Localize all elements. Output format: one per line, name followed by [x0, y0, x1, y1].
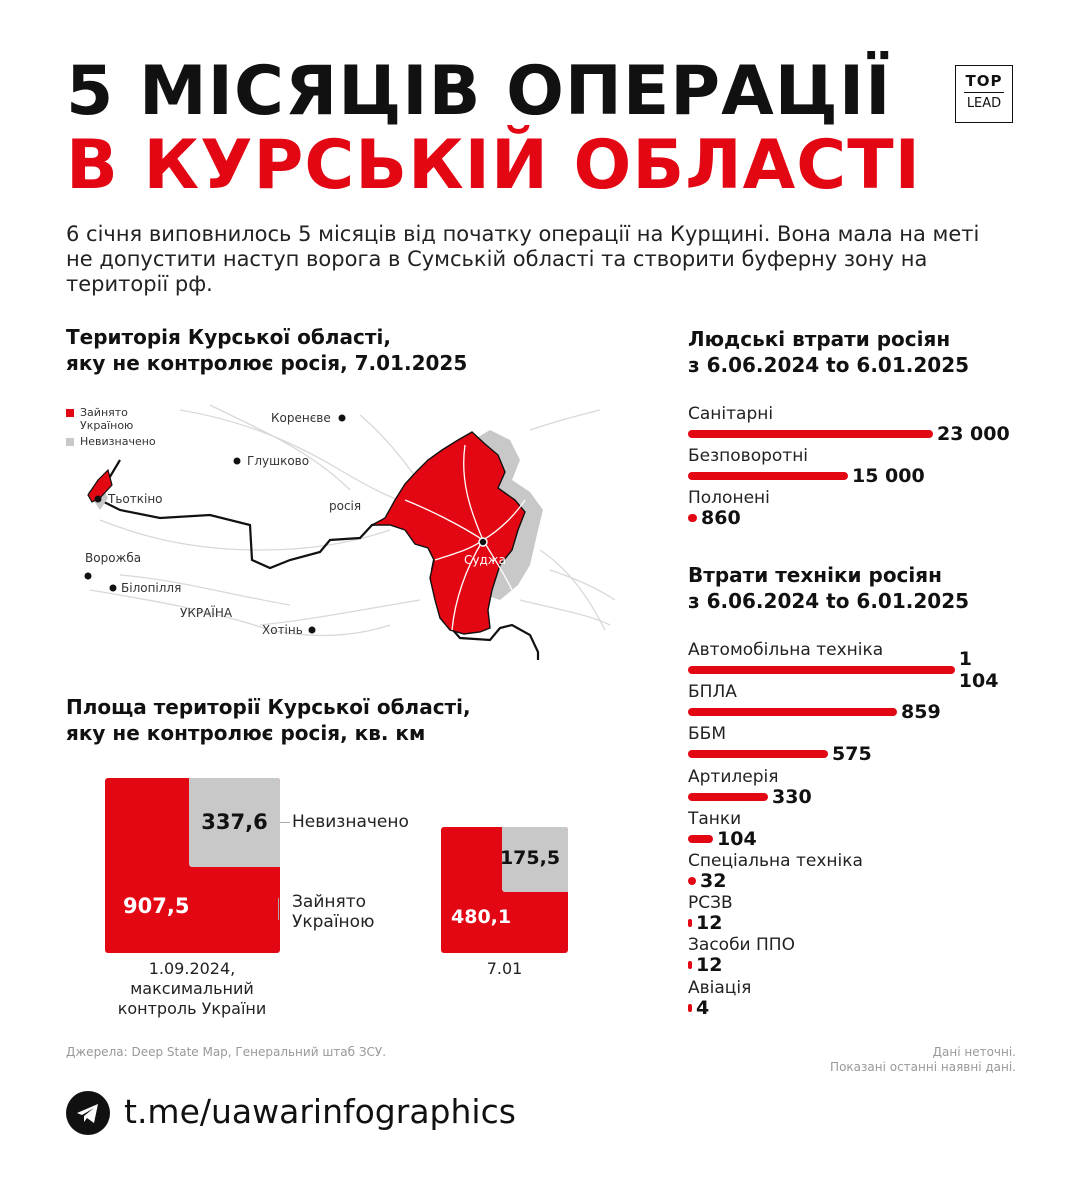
bar-label: ББМ: [688, 724, 726, 745]
equipment-title-line-1: Втрати техніки росіян: [688, 563, 942, 587]
bar-row: [688, 809, 1018, 851]
place-glushkovo: Глушково: [247, 454, 310, 468]
place-sudzha: Суджа: [464, 553, 506, 567]
bar-label: РСЗВ: [688, 893, 733, 914]
area-box-max-occupied-value: 907,5: [123, 894, 190, 918]
personnel-losses-list: [688, 404, 1018, 530]
bar-row: [688, 851, 1018, 893]
bar-row: [688, 935, 1018, 977]
bar-label: Безповоротні: [688, 446, 809, 466]
telegram-link[interactable]: t.me/uawarinfographics: [124, 1092, 516, 1131]
bar-row: [688, 446, 1018, 488]
area-title-line-1: Площа території Курської області,: [66, 695, 471, 719]
town-marker: [95, 496, 102, 503]
bar-label: Засоби ППО: [688, 935, 795, 956]
road: [540, 550, 605, 630]
road: [520, 600, 610, 625]
bar-label: Полонені: [688, 488, 770, 508]
logo-top-text: TOP: [965, 72, 1003, 90]
area-box-current-undetermined-value: 175,5: [499, 847, 561, 869]
bar-label: БПЛА: [688, 682, 737, 703]
bar-row: [688, 404, 1018, 446]
road: [550, 570, 615, 600]
bar-mark: [688, 472, 848, 480]
bar-mark: [688, 430, 933, 438]
map-title-line-1: Територія Курської області,: [66, 325, 391, 349]
area-title: [66, 694, 471, 746]
bar-value: 32: [700, 869, 727, 892]
town-marker: [479, 538, 487, 546]
legend-occupied-line-2: Україною: [80, 419, 134, 432]
equipment-title: [688, 562, 969, 614]
area-box-max: [105, 778, 280, 953]
legend-occupied-line-1: Зайнято: [80, 406, 128, 419]
place-khotin: Хотінь: [262, 623, 303, 637]
bar-label: Танки: [688, 808, 742, 829]
town-marker: [110, 585, 117, 592]
place-vorozhba: Ворожба: [85, 551, 142, 565]
bar-value: 23 000: [937, 423, 1010, 445]
legend-undetermined-label: Невизначено: [80, 435, 156, 448]
place-bilopillia: Білопілля: [121, 581, 182, 595]
area-label-occupied: [292, 892, 374, 932]
logo-bottom-text: LEAD: [966, 96, 1002, 111]
bar-mark: [688, 793, 768, 801]
bar-value: 4: [696, 996, 710, 1019]
bar-value: 575: [832, 743, 872, 766]
bar-row: [688, 488, 1018, 530]
bar-label: Авіація: [688, 977, 752, 998]
bar-mark: [688, 1004, 692, 1012]
area-box-current-caption: 7.01: [486, 959, 523, 978]
bar-mark: [688, 835, 713, 843]
bar-value: 330: [772, 785, 812, 808]
area-box-current-undetermined: [499, 827, 568, 892]
caption-line: контроль України: [117, 999, 267, 1018]
disclaimer-line-1: Дані неточні.: [932, 1045, 1016, 1059]
road: [530, 410, 600, 430]
bar-row: [688, 978, 1018, 1020]
bar-row: [688, 893, 1018, 935]
bar-row: [688, 640, 1018, 692]
title-line-1: 5 МІСЯЦІВ ОПЕРАЦІЇ: [66, 52, 892, 131]
area-box-current: [441, 827, 568, 953]
caption-line: максимальний: [130, 979, 254, 998]
town-marker: [339, 415, 346, 422]
area-box-max-undetermined: [189, 778, 280, 867]
area-label-occupied-line-2: Україною: [292, 912, 375, 932]
place-russia: росія: [329, 499, 362, 513]
bar-value: 12: [696, 912, 723, 935]
personnel-title: [688, 326, 969, 378]
area-title-line-2: яку не контролює росія, кв. км: [66, 721, 426, 745]
town-marker: [234, 458, 241, 465]
area-box-max-caption: [92, 959, 292, 1019]
equipment-losses-list: [688, 640, 1018, 1020]
bar-mark: [688, 877, 696, 885]
bar-mark: [688, 708, 897, 716]
place-tyotkino: Тьоткіно: [108, 492, 163, 506]
bar-row: [688, 767, 1018, 809]
area-label-occupied-line-1: Зайнято: [292, 892, 367, 912]
bar-row: [688, 682, 1018, 724]
map-title-line-2: яку не контролює росія, 7.01.2025: [66, 351, 468, 375]
bar-value: 15 000: [852, 465, 925, 487]
personnel-title-line-2: з 6.06.2024 to 6.01.2025: [688, 353, 970, 377]
personnel-title-line-1: Людські втрати росіян: [688, 327, 951, 351]
area-label-undetermined: Невизначено: [292, 812, 409, 832]
sources-text: Джерела: Deep State Map, Генеральний штаб ЗСУ.: [66, 1045, 387, 1059]
toplead-logo: [955, 65, 1013, 123]
bar-value: 1 104: [958, 648, 999, 692]
bar-mark: [688, 666, 955, 674]
intro-text: 6 січня виповнилось 5 місяців від початку операції на Курщині. Вона мала на меті не допустити наступ ворога в Сумській області та створити буферну зону на території рф.: [66, 222, 980, 296]
place-ukraine: УКРАЇНА: [180, 606, 233, 620]
bar-label: Санітарні: [688, 404, 774, 424]
bar-value: 12: [696, 954, 723, 977]
bar-mark: [688, 514, 697, 522]
place-korenevo: Коренєве: [271, 411, 331, 425]
town-marker: [85, 573, 92, 580]
bar-mark: [688, 750, 828, 758]
bar-label: Автомобільна техніка: [688, 640, 884, 660]
bar-value: 859: [901, 701, 941, 724]
telegram-icon[interactable]: [66, 1091, 110, 1135]
area-box-current-occupied-value: 480,1: [451, 906, 512, 928]
bar-label: Артилерія: [688, 766, 779, 787]
bar-value: 860: [701, 507, 741, 529]
bar-mark: [688, 961, 692, 969]
kursk-map: [60, 400, 620, 670]
disclaimer: [830, 1045, 1016, 1075]
equipment-title-line-2: з 6.06.2024 to 6.01.2025: [688, 589, 970, 613]
bar-mark: [688, 919, 692, 927]
disclaimer-line-2: Показані останні наявні дані.: [830, 1060, 1016, 1074]
map-title: [66, 324, 467, 376]
bar-value: 104: [717, 827, 757, 850]
bar-row: [688, 724, 1018, 766]
town-marker: [309, 627, 316, 634]
area-box-max-undetermined-value: 337,6: [201, 810, 268, 834]
title-line-2: В КУРСЬКІЙ ОБЛАСТІ: [66, 126, 921, 205]
bar-label: Спеціальна техніка: [688, 850, 863, 871]
caption-line: 1.09.2024,: [148, 959, 236, 978]
